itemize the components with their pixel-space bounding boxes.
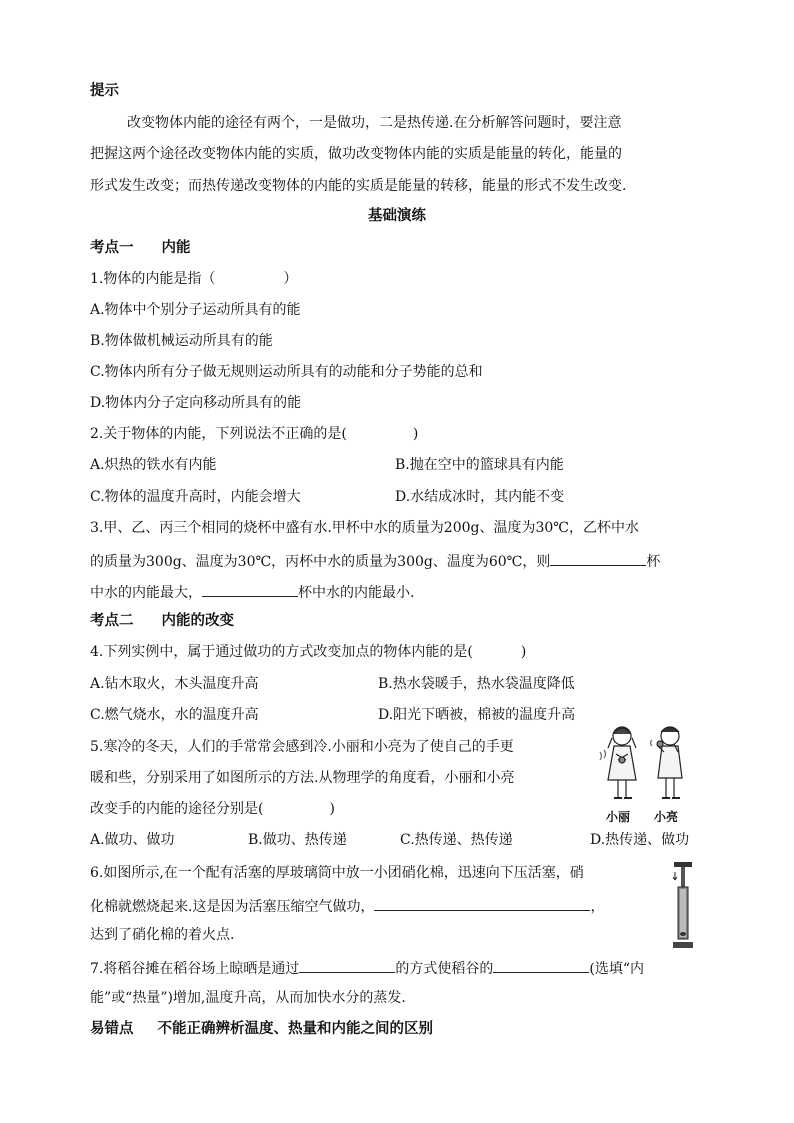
question-3-line-3-end: 杯中水的内能最小. [298,585,415,601]
question-2-option-a: A.炽热的铁水有内能 [90,457,217,473]
hint-title: 提示 [90,83,119,99]
question-2-option-b: B.抛在空中的篮球具有内能 [395,457,564,473]
kaodian-1-name: 内能 [161,240,191,256]
question-1-option-a: A.物体中个别分子运动所具有的能 [90,302,301,318]
question-5-option-d: D.热传递、做功 [590,832,690,848]
question-6-line-2-end: ， [590,899,605,915]
question-3-line-2 [90,549,660,572]
yicuodian-heading [90,1019,433,1039]
question-4-stem [90,642,526,662]
question-4-text: 4.下列实例中，属于通过做功的方式改变加点的物体内能的是( [90,644,473,660]
question-5-option-b: B.做功、热传递 [248,832,347,848]
kaodian-1-heading [90,238,191,258]
kaodian-2-name: 内能的改变 [161,613,234,629]
question-1-option-d: D.物体内分子定向移动所具有的能 [90,395,302,411]
question-6-line-3: 达到了硝化棉的着火点. [90,927,235,943]
children-warming-hands-illustration [592,722,702,808]
question-6-line-2-text: 化棉就燃烧起来.这是因为活塞压缩空气做功， [90,899,375,915]
question-1-stem [90,269,297,289]
question-1-text: 1.物体的内能是指（ [90,271,216,287]
question-6-line-2 [90,894,604,917]
yicuodian-name: 不能正确辨析温度、热量和内能之间的区别 [157,1021,433,1037]
question-7-line-1-end: (选填“内 [589,961,644,977]
question-4-option-c: C.燃气烧水，水的温度升高 [90,707,259,723]
piston-cylinder-icon [670,860,696,952]
question-3-line-3-text: 中水的内能最大， [90,585,202,601]
hint-line-3: 形式发生改变；而热传递改变物体的内能的实质是能量的转移，能量的形式不发生改变. [90,178,627,194]
question-7-blank-1[interactable] [299,956,395,973]
question-7-blank-2[interactable] [493,956,589,973]
question-6-figure [670,860,696,952]
question-2-close: ) [412,426,419,442]
figure-label-xiaoli: 小丽 [606,810,631,824]
question-4-option-d: D.阳光下晒被，棉被的温度升高 [378,707,576,723]
question-6-line-1: 6.如图所示,在一个配有活塞的厚玻璃筒中放一小团硝化棉，迅速向下压活塞，硝 [90,865,584,881]
question-5-line-3 [90,799,335,819]
question-4-option-b: B.热水袋暖手，热水袋温度降低 [378,676,575,692]
yicuodian-label: 易错点 [90,1021,134,1037]
question-5-close: ) [329,801,335,817]
question-5-option-a: A.做功、做功 [90,832,175,848]
hint-line-1: 改变物体内能的途径有两个，一是做功，二是热传递.在分析解答问题时，要注意 [127,115,622,131]
section-title: 基础演练 [368,208,426,224]
question-5-line-1: 5.寒冷的冬天，人们的手常常会感到冷.小丽和小亮为了使自己的手更 [90,739,514,755]
question-7-line-1 [90,956,644,979]
question-1-option-b: B.物体做机械运动所具有的能 [90,333,273,349]
question-2-option-d: D.水结成冰时，其内能不变 [395,489,565,505]
question-5-figure [592,722,702,822]
question-5-text: 改变手的内能的途径分别是( [90,801,264,817]
question-2-option-c: C.物体的温度升高时，内能会增大 [90,489,301,505]
question-3-blank-2[interactable] [202,580,298,597]
question-6-blank[interactable] [374,894,590,911]
question-3-blank-1[interactable] [550,549,646,566]
question-1-close: ） [283,271,298,287]
question-3-line-2-end: 杯 [646,554,661,570]
question-7-line-1-middle: 的方式使稻谷的 [395,961,494,977]
question-3-line-3 [90,580,414,603]
kaodian-2-label: 考点二 [90,613,134,629]
question-5-line-2: 暖和些，分别采用了如图所示的方法.从物理学的角度看，小丽和小亮 [90,770,515,786]
question-3-line-1: 3.甲、乙、丙三个相同的烧杯中盛有水.甲杯中水的质量为200g、温度为30℃，乙杯中水 [90,520,639,536]
question-7-line-1-text: 7.将稻谷摊在稻谷场上晾晒是通过 [90,961,300,977]
question-2-stem [90,424,418,444]
kaodian-2-heading [90,611,234,631]
figure-label-xiaoliang: 小亮 [654,810,679,824]
question-1-option-c: C.物体内所有分子做无规则运动所具有的动能和分子势能的总和 [90,364,483,380]
question-3-line-2-text: 的质量为300g、温度为30℃，丙杯中水的质量为300g、温度为60℃，则 [90,554,551,570]
question-7-line-2: 能”或“热量”)增加,温度升高，从而加快水分的蒸发. [90,990,406,1006]
hint-line-2: 把握这两个途径改变物体内能的实质，做功改变物体内能的实质是能量的转化，能量的 [90,146,622,162]
question-5-option-c: C.热传递、热传递 [400,832,513,848]
question-4-close: ) [520,644,527,660]
question-4-option-a: A.钻木取火，木头温度升高 [90,676,259,692]
question-2-text: 2.关于物体的内能，下列说法不正确的是( [90,426,347,442]
kaodian-1-label: 考点一 [90,240,134,256]
